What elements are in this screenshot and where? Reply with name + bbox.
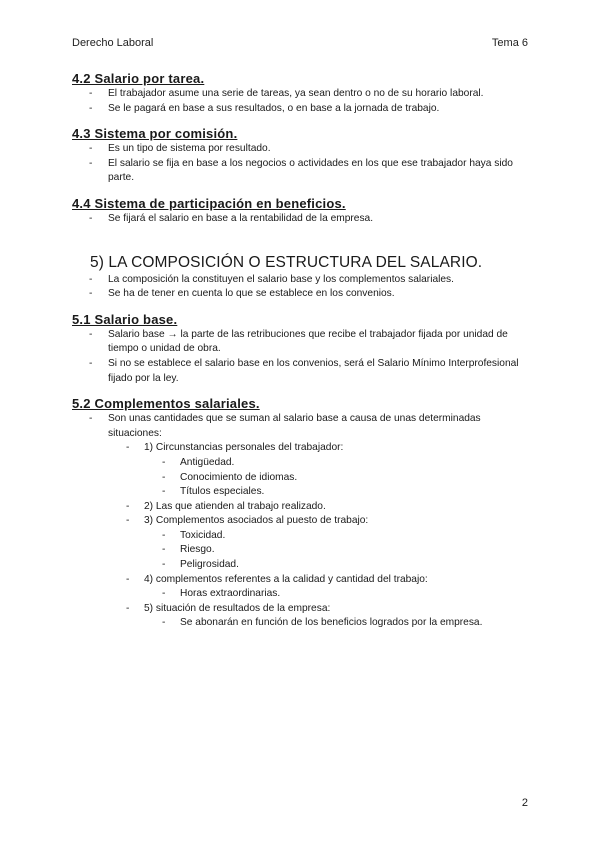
list-item: - Peligrosidad. — [162, 559, 239, 571]
list-item: - Es un tipo de sistema por resultado. — [89, 143, 271, 155]
section-5-1-title: 5.1 Salario base. — [72, 311, 178, 327]
list-item: - Toxicidad. — [162, 529, 226, 541]
list-item: - Se fijará el salario en base a la rentabilidad de la empresa. — [89, 212, 374, 224]
document-body — [72, 71, 530, 631]
section-5-1-list — [72, 328, 530, 386]
list-item: - 2) Las que atienden al trabajo realizado. — [126, 500, 326, 512]
list-item: - Se abonarán en función de los beneficios logrados por la empresa. — [162, 617, 483, 629]
list-item: - El trabajador asume una serie de tareas, ya sean dentro o no de su horario laboral. — [89, 88, 484, 99]
header-topic: Tema 6 — [491, 37, 528, 49]
section-5-2-title: 5.2 Complementos salariales. — [72, 396, 260, 412]
list-item: - Conocimiento de idiomas. — [162, 471, 298, 483]
list-item: - Se ha de tener en cuenta lo que se establece en los convenios. — [89, 288, 395, 300]
section-5-2-list — [72, 412, 530, 631]
list-item: - Horas extraordinarias. — [162, 588, 281, 600]
list-item: - El salario se fija en base a los negocios o actividades en los que ese trabajador haya sido parte. — [89, 157, 513, 184]
list-item: - Antigüedad. — [162, 456, 235, 468]
section-4-3-title: 4.3 Sistema por comisión. — [72, 126, 238, 142]
list-item: - 5) situación de resultados de la empresa: — [126, 602, 331, 614]
list-item: - Salario base → la parte de las retribuciones que recibe el trabajador fijada por unidad de tiempo o unidad de obra. — [89, 328, 508, 355]
section-5-title: 5) LA COMPOSICIÓN O ESTRUCTURA DEL SALARIO. — [90, 253, 483, 271]
list-item: - 4) complementos referentes a la calidad y cantidad del trabajo: — [126, 573, 428, 585]
section-5-list — [72, 273, 530, 302]
page-number: 2 — [521, 797, 528, 809]
list-item: - Si no se establece el salario base en los convenios, será el Salario Mínimo Interprofesional fijado por la ley. — [89, 357, 519, 384]
list-item: - 1) Circunstancias personales del trabajador: — [126, 442, 344, 454]
list-item: - Títulos especiales. — [162, 486, 265, 498]
section-4-2-list — [72, 87, 530, 116]
list-item: - Riesgo. — [162, 544, 215, 556]
section-4-4-list — [72, 212, 530, 227]
section-4-4-title: 4.4 Sistema de participación en beneficios. — [72, 195, 346, 211]
header-subject: Derecho Laboral — [72, 37, 154, 49]
list-item: - 3) Complementos asociados al puesto de trabajo: — [126, 515, 369, 527]
list-item: - La composición la constituyen el salario base y los complementos salariales. — [89, 273, 454, 285]
list-item: - Son unas cantidades que se suman al salario base a causa de unas determinadas situaciones: — [89, 413, 481, 439]
section-4-3-list — [72, 142, 530, 186]
section-4-2-title: 4.2 Salario por tarea. — [72, 71, 205, 86]
list-item: - Se le pagará en base a sus resultados, o en base a la jornada de trabajo. — [89, 102, 440, 114]
